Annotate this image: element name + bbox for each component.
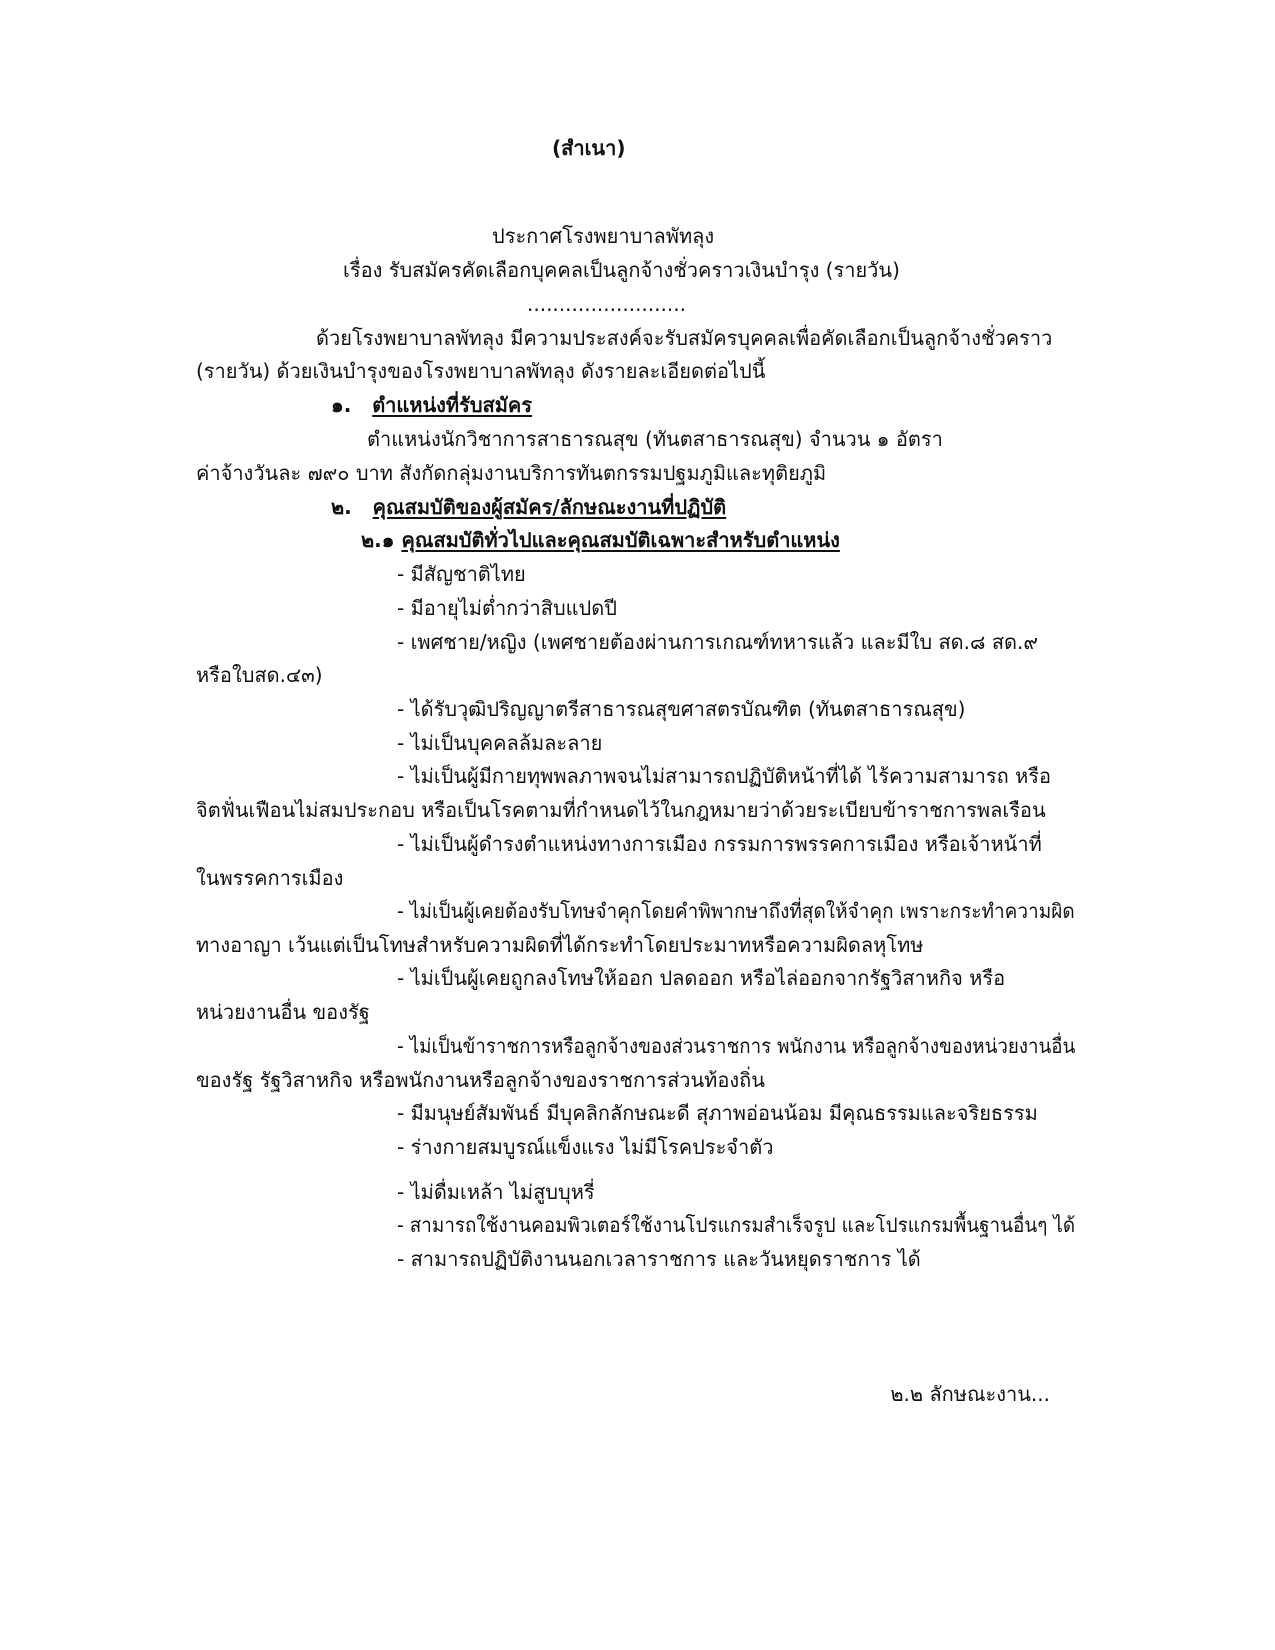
qualification-line: - ไม่เป็นผู้มีกายทุพพลภาพจนไม่สามารถปฏิบัติหน้าที่ได้ ไร้ความสามารถ หรือ — [397, 764, 1052, 788]
section-2-1-number: ๒.๑ — [361, 528, 395, 552]
continuation-note: ๒.๒ ลักษณะงาน... — [890, 1382, 1050, 1406]
qualification-line: จิตฟั่นเฟือนไม่สมประกอบ หรือเป็นโรคตามที่กำหนดไว้ในกฎหมายว่าด้วยระเบียบข้าราชการพลเรือน — [196, 798, 1046, 822]
section-1-heading — [331, 391, 532, 419]
qualification-line: - มีมนุษย์สัมพันธ์ มีบุคลิกลักษณะดี สุภาพอ่อนน้อม มีคุณธรรมและจริยธรรม — [397, 1101, 1038, 1125]
qualification-line: ในพรรคการเมือง — [196, 866, 344, 890]
qualification-line: - ไม่เป็นผู้ดำรงตำแหน่งทางการเมือง กรรมการพรรคการเมือง หรือเจ้าหน้าที่ — [397, 832, 1042, 856]
qualification-line: - สามารถปฏิบัติงานนอกเวลาราชการ และวันหยุดราชการ ได้ — [397, 1247, 921, 1271]
qualification-line: - ไม่เป็นบุคคลล้มละลาย — [397, 731, 603, 755]
qualification-line: - มีสัญชาติไทย — [397, 562, 526, 586]
section-2-heading — [331, 493, 726, 521]
position-line: ตำแหน่งนักวิชาการสาธารณสุข (ทันตสาธารณสุข) จำนวน ๑ อัตรา — [367, 427, 943, 451]
qualification-line: - สามารถใช้งานคอมพิวเตอร์ใช้งานโปรแกรมสำเร็จรูป และโปรแกรมพื้นฐานอื่นๆ ได้ — [397, 1213, 1076, 1237]
title-separator: ......................... — [527, 292, 686, 316]
qualification-line: ของรัฐ รัฐวิสาหกิจ หรือพนักงานหรือลูกจ้างของราชการส่วนท้องถิ่น — [196, 1068, 765, 1092]
qualification-line: - มีอายุไม่ต่ำกว่าสิบแปดปี — [397, 596, 617, 620]
section-2-1-title: คุณสมบัติทั่วไปและคุณสมบัติเฉพาะสำหรับตำแหน่ง — [401, 528, 840, 552]
copy-mark: (สำเนา) — [552, 136, 626, 160]
qualification-line: - ร่างกายสมบูรณ์แข็งแรง ไม่มีโรคประจำตัว — [397, 1135, 774, 1159]
section-1-number: ๑. — [331, 393, 352, 417]
qualification-line: หน่วยงานอื่น ของรัฐ — [196, 1000, 370, 1024]
wage-line: ค่าจ้างวันละ ๗๙๐ บาท สังกัดกลุ่มงานบริการทันตกรรมปฐมภูมิและทุติยภูมิ — [196, 461, 827, 485]
qualification-line: หรือใบสด.๔๓) — [196, 663, 323, 687]
section-2-title: คุณสมบัติของผู้สมัคร/ลักษณะงานที่ปฏิบัติ — [372, 495, 727, 519]
qualification-line: - ไม่เป็นผู้เคยถูกลงโทษให้ออก ปลดออก หรือไล่ออกจากรัฐวิสาหกิจ หรือ — [397, 966, 1006, 990]
section-2-1-heading — [361, 526, 840, 554]
intro-line-1: ด้วยโรงพยาบาลพัทลุง มีความประสงค์จะรับสมัครบุคคลเพื่อคัดเลือกเป็นลูกจ้างชั่วคราว — [316, 326, 1053, 350]
qualification-line: - ไม่ดื่มเหล้า ไม่สูบบุหรี่ — [397, 1180, 595, 1204]
qualification-line: - ไม่เป็นข้าราชการหรือลูกจ้างของส่วนราชการ พนักงาน หรือลูกจ้างของหน่วยงานอื่น — [397, 1034, 1076, 1058]
qualification-line: - เพศชาย/หญิง (เพศชายต้องผ่านการเกณฑ์ทหารแล้ว และมีใบ สด.๘ สด.๙ — [397, 630, 1039, 654]
intro-line-2: (รายวัน) ด้วยเงินบำรุงของโรงพยาบาลพัทลุง ดังรายละเอียดต่อไปนี้ — [196, 359, 766, 383]
qualification-line: - ไม่เป็นผู้เคยต้องรับโทษจำคุกโดยคำพิพากษาถึงที่สุดให้จำคุก เพราะกระทำความผิด — [397, 899, 1075, 923]
qualification-line: ทางอาญา เว้นแต่เป็นโทษสำหรับความผิดที่ได้กระทำโดยประมาทหรือความผิดลหุโทษ — [196, 933, 924, 957]
announcement-subject: เรื่อง รับสมัครคัดเลือกบุคคลเป็นลูกจ้างชั่วคราวเงินบำรุง (รายวัน) — [343, 258, 900, 282]
section-1-title: ตำแหน่งที่รับสมัคร — [372, 393, 533, 417]
section-2-number: ๒. — [331, 495, 352, 519]
announcement-title: ประกาศโรงพยาบาลพัทลุง — [492, 224, 715, 248]
qualification-line: - ได้รับวุฒิปริญญาตรีสาธารณสุขศาสตรบัณฑิต (ทันตสาธารณสุข) — [397, 697, 966, 721]
